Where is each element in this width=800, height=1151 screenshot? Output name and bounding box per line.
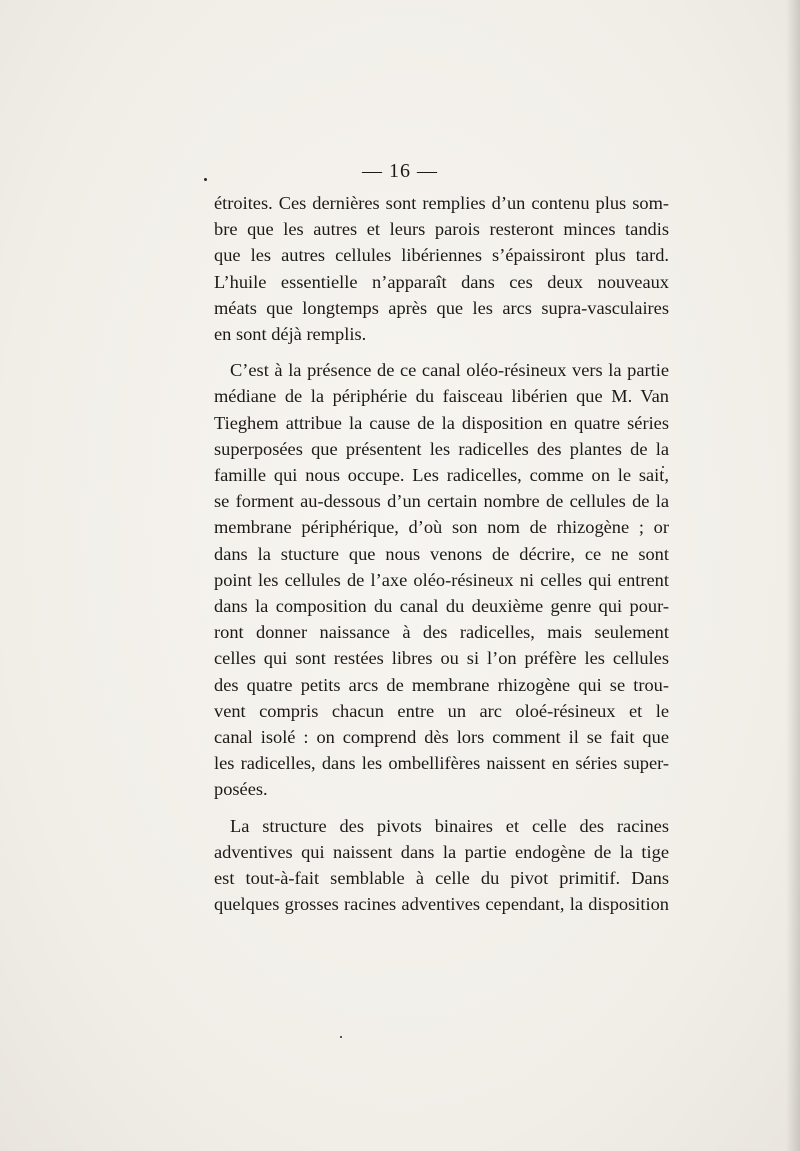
text-line: étroites. Ces dernières sont remplies d’un contenu plus som- [214,193,669,213]
page-number: — 16 — [362,160,438,182]
ink-speck [340,1036,342,1038]
text-line: L’huile essentielle n’apparaît dans ces deux nouveaux [214,271,669,292]
text-line: méats que longtemps après que les arcs supra-vasculaires [214,297,669,318]
text-line: en sont déjà remplis. [214,324,367,345]
text-line: les radicelles, dans les ombellifères naissent en séries super- [214,753,669,774]
text-line: médiane de la périphérie du faisceau libérien que M. Van [214,386,669,407]
text-line: est tout-à-fait semblable à celle du pivot primitif. Dans [214,868,669,889]
text-line: se forment au-dessous d’un certain nombre de cellules de la [214,491,669,512]
text-line: vent compris chacun entre un arc oloé-résineux et le [214,700,669,721]
text-line: Tieghem attribue la cause de la disposition en quatre séries [214,412,669,433]
text-line: point les cellules de l’axe oléo-résineux ni celles qui entrent [214,569,669,590]
paragraph-2 [214,357,669,802]
text-line: posées. [214,779,268,800]
text-line: celles qui sont restées libres ou si l’on préfère les cellules [214,648,669,669]
paragraph-gap [214,803,669,813]
text-line: membrane périphérique, d’où son nom de rhizogène ; or [214,517,669,538]
text-line: adventives qui naissent dans la partie endogène de la tige [214,841,669,862]
text-line: C’est à la présence de ce canal oléo-résineux vers la partie [230,360,669,381]
text-line: ront donner naissance à des radicelles, mais seulement [214,622,669,643]
text-line: dans la stucture que nous venons de décrire, ce ne sont [214,543,669,564]
text-line: superposées que présentent les radicelles des plantes de la [214,438,669,459]
text-line: famille qui nous occupe. Les radicelles, comme on le sait, [214,465,669,486]
text-line: La structure des pivots binaires et celle des racines [230,815,669,836]
paragraph-3 [214,813,669,918]
text-line: dans la composition du canal du deuxième genre qui pour- [214,596,669,617]
paragraph-gap [214,347,669,357]
text-line: quelques grosses racines adventives cependant, la disposition [214,894,669,915]
text-line: des quatre petits arcs de membrane rhizogène qui se trou- [214,674,669,695]
text-line: bre que les autres et leurs parois resteront minces tandis [214,219,669,240]
body-text [214,190,669,917]
paragraph-1 [214,190,669,347]
text-line: que les autres cellules libériennes s’épaissiront plus tard. [214,245,669,266]
text-line: canal isolé : on comprend dès lors comment il se fait que [214,727,669,748]
